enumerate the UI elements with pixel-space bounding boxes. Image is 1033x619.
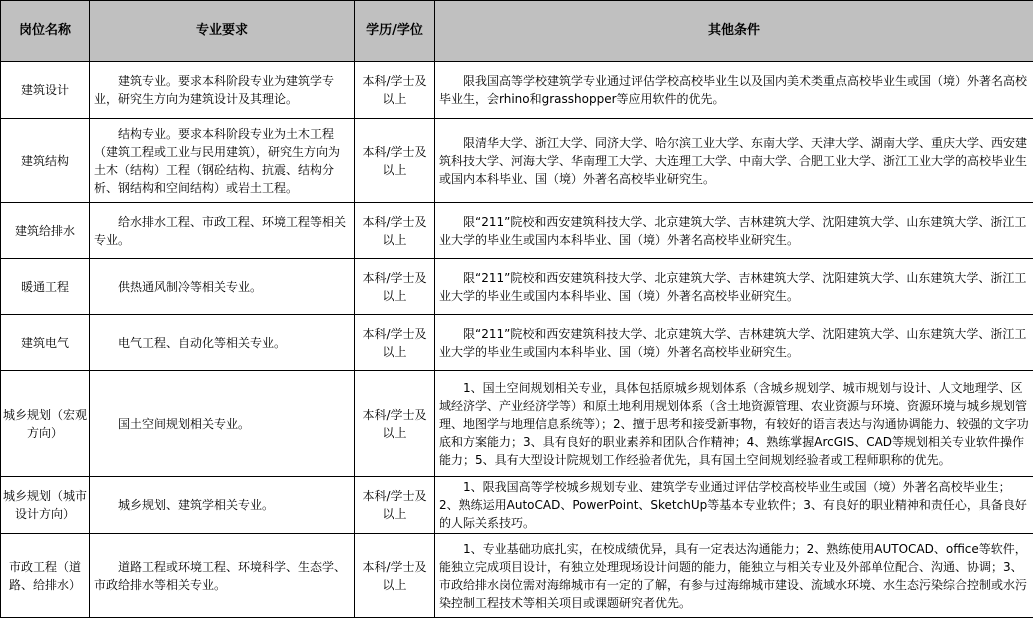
degree-cell: 本科/学士及以上 — [355, 315, 435, 371]
position-cell: 建筑设计 — [1, 62, 90, 119]
other-cell: 限我国高等学校建筑学专业通过评估学校高校毕业生以及国内美术类重点高校毕业生或国（境）外著名高校毕业生，会rhino和grasshopper等应用软件的优先。 — [435, 62, 1033, 119]
other-cell: 限“211”院校和西安建筑科技大学、北京建筑大学、吉林建筑大学、沈阳建筑大学、山东建筑大学、浙江工业大学的毕业生或国内本科毕业、国（境）外著名高校毕业研究生。 — [435, 259, 1033, 315]
table-row — [1, 62, 1033, 119]
major-cell: 道路工程或环境工程、环境科学、生态学、市政给排水等相关专业。 — [90, 534, 355, 618]
degree-cell: 本科/学士及以上 — [355, 477, 435, 534]
major-cell: 供热通风制冷等相关专业。 — [90, 259, 355, 315]
position-cell: 市政工程（道路、给排水） — [1, 534, 90, 618]
header-degree: 学历/学位 — [355, 1, 435, 62]
major-cell: 结构专业。要求本科阶段专业为土木工程（建筑工程或工业与民用建筑），研究生方向为土木（结构）工程（钢砼结构、抗震、结构分析、钢结构和空间结构）或岩土工程。 — [90, 119, 355, 203]
major-cell: 建筑专业。要求本科阶段专业为建筑学专业，研究生方向为建筑设计及其理论。 — [90, 62, 355, 119]
header-position: 岗位名称 — [1, 1, 90, 62]
other-cell: 1、国土空间规划相关专业，具体包括原城乡规划体系（含城乡规划学、城市规划与设计、人文地理学、区域经济学、产业经济学等）和原土地利用规划体系（含土地资源管理、农业资源与环境、资源环境与城乡规划管理、地图学与地理信息系统等）；2、擅于思考和接受新事物，有较好的语言表达与沟通协调能力、较强的文字功底和方案能力；3、具有良好的职业素养和团队合作精神；4、熟练掌握ArcGIS、CAD等规划相关专业软件操作能力；5、具有大型设计院规划工作经验者优先，具有国土空间规划经验者或工程师职称的优先。 — [435, 371, 1033, 477]
table-row — [1, 534, 1033, 618]
degree-cell: 本科/学士及以上 — [355, 534, 435, 618]
other-cell: 限“211”院校和西安建筑科技大学、北京建筑大学、吉林建筑大学、沈阳建筑大学、山东建筑大学、浙江工业大学的毕业生或国内本科毕业、国（境）外著名高校毕业研究生。 — [435, 203, 1033, 259]
other-cell: 限清华大学、浙江大学、同济大学、哈尔滨工业大学、东南大学、天津大学、湖南大学、重庆大学、西安建筑科技大学、河海大学、华南理工大学、大连理工大学、中南大学、合肥工业大学、浙江工业大学的高校毕业生或国内本科毕业、国（境）外著名高校毕业研究生。 — [435, 119, 1033, 203]
header-other: 其他条件 — [435, 1, 1033, 62]
other-cell: 1、限我国高等学校城乡规划专业、建筑学专业通过评估学校高校毕业生或国（境）外著名高校毕业生；2、熟练运用AutoCAD、PowerPoint、SketchUp等基本专业软件；3、有良好的职业精神和责任心，具备良好的人际关系技巧。 — [435, 477, 1033, 534]
position-cell: 建筑给排水 — [1, 203, 90, 259]
other-cell: 限“211”院校和西安建筑科技大学、北京建筑大学、吉林建筑大学、沈阳建筑大学、山东建筑大学、浙江工业大学的毕业生或国内本科毕业、国（境）外著名高校毕业研究生。 — [435, 315, 1033, 371]
degree-cell: 本科/学士及以上 — [355, 203, 435, 259]
table-row — [1, 477, 1033, 534]
table-row — [1, 119, 1033, 203]
degree-cell: 本科/学士及以上 — [355, 62, 435, 119]
table-row — [1, 315, 1033, 371]
major-cell: 国土空间规划相关专业。 — [90, 371, 355, 477]
major-cell: 电气工程、自动化等相关专业。 — [90, 315, 355, 371]
degree-cell: 本科/学士及以上 — [355, 259, 435, 315]
table-row — [1, 259, 1033, 315]
degree-cell: 本科/学士及以上 — [355, 371, 435, 477]
position-cell: 建筑结构 — [1, 119, 90, 203]
position-cell: 城乡规划（宏观方向） — [1, 371, 90, 477]
table-header-row — [1, 1, 1033, 62]
position-cell: 城乡规划（城市设计方向） — [1, 477, 90, 534]
table-row — [1, 371, 1033, 477]
degree-cell: 本科/学士及以上 — [355, 119, 435, 203]
major-cell: 城乡规划、建筑学相关专业。 — [90, 477, 355, 534]
header-major: 专业要求 — [90, 1, 355, 62]
position-cell: 暖通工程 — [1, 259, 90, 315]
table-row — [1, 203, 1033, 259]
other-cell: 1、专业基础功底扎实，在校成绩优异，具有一定表达沟通能力；2、熟练使用AUTOCAD、office等软件，能独立完成项目设计，有独立处理现场设计问题的能力，能独立与相关专业及外部单位配合、沟通、协调；3、市政给排水岗位需对海绵城市有一定的了解，有参与过海绵城市建设、流域水环境、水生态污染综合控制或水污染控制工程技术等相关项目或课题研究者优先。 — [435, 534, 1033, 618]
major-cell: 给水排水工程、市政工程、环境工程等相关专业。 — [90, 203, 355, 259]
position-cell: 建筑电气 — [1, 315, 90, 371]
